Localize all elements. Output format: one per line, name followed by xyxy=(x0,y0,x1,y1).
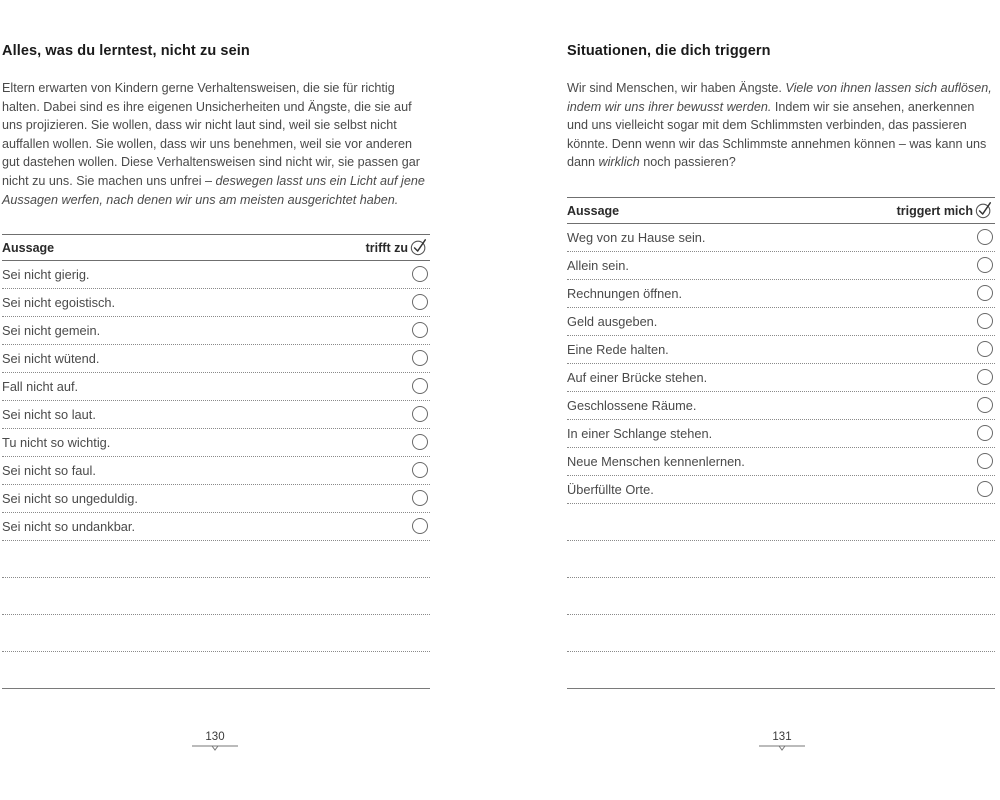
intro-italic: wirklich xyxy=(598,155,640,170)
table-row xyxy=(567,252,995,280)
table-row xyxy=(2,289,430,317)
checkbox-circle[interactable] xyxy=(412,462,428,478)
blank-line xyxy=(567,541,995,578)
table-row xyxy=(2,317,430,345)
statement-label: Fall nicht auf. xyxy=(2,379,79,394)
ornament-icon xyxy=(759,744,805,752)
checkbox-circle[interactable] xyxy=(412,518,428,534)
page-number xyxy=(192,731,238,752)
page-number-text: 131 xyxy=(772,731,792,743)
table-row xyxy=(2,373,430,401)
table-row xyxy=(2,429,430,457)
checkbox-circle[interactable] xyxy=(412,490,428,506)
checkbox-circle[interactable] xyxy=(412,266,428,282)
statement-label: Sei nicht gemein. xyxy=(2,323,101,338)
blank-line xyxy=(2,615,430,652)
statement-label: Sei nicht so faul. xyxy=(2,463,96,478)
checkbox-circle[interactable] xyxy=(977,229,993,245)
table-row xyxy=(2,401,430,429)
right-page xyxy=(567,0,995,800)
statement-label: Überfüllte Orte. xyxy=(567,482,654,497)
blank-line xyxy=(2,652,430,689)
checkbox-circle[interactable] xyxy=(977,341,993,357)
table-row xyxy=(2,485,430,513)
page-number xyxy=(759,731,805,752)
statement-label: In einer Schlange stehen. xyxy=(567,426,713,441)
header-statement: Aussage xyxy=(2,241,55,255)
checkbox-circle[interactable] xyxy=(977,481,993,497)
statement-label: Sei nicht so undankbar. xyxy=(2,519,136,534)
statement-label: Sei nicht so laut. xyxy=(2,407,96,422)
checkbox-circle[interactable] xyxy=(977,285,993,301)
statement-label: Sei nicht so ungeduldig. xyxy=(2,491,138,506)
intro-plain: Eltern erwarten von Kindern gerne Verhaltensweisen, die sie für richtig halten. Dabei sind es ihre eigenen Unsicherheiten und Ängste, die sie auf uns projizieren. Sie wollen, dass wir nicht laut sind, weil sie selbst nicht auffallen wollen. Sie wollen, dass wir uns benehmen, weil sie vor anderen gut dastehen wollen. Diese Verhaltensweisen sind nicht wir, sie passen gar nicht zu uns. Sie machen uns unfrei – xyxy=(2,81,420,188)
checkmark-circle-icon xyxy=(410,238,428,256)
header-statement: Aussage xyxy=(567,204,620,218)
intro-italic: Viele von ihnen lassen sich auflösen, indem wir uns ihrer bewusst werden. xyxy=(567,81,992,114)
table-header xyxy=(2,234,430,261)
ornament-icon xyxy=(192,744,238,752)
checkbox-circle[interactable] xyxy=(412,378,428,394)
header-check-label: triggert mich xyxy=(896,204,973,218)
page-number-text: 130 xyxy=(205,731,225,743)
page-title: Situationen, die dich triggern xyxy=(567,43,771,59)
checkbox-circle[interactable] xyxy=(412,434,428,450)
statement-label: Sei nicht egoistisch. xyxy=(2,295,116,310)
checkbox-circle[interactable] xyxy=(977,453,993,469)
table-row xyxy=(567,280,995,308)
checkbox-circle[interactable] xyxy=(977,313,993,329)
blank-line xyxy=(2,541,430,578)
table-row xyxy=(567,224,995,252)
statement-label: Neue Menschen kennenlernen. xyxy=(567,454,745,469)
statement-label: Rechnungen öffnen. xyxy=(567,286,683,301)
checkbox-circle[interactable] xyxy=(412,294,428,310)
table-header xyxy=(567,197,995,224)
trigger-table xyxy=(567,197,995,689)
statement-label: Tu nicht so wichtig. xyxy=(2,435,111,450)
blank-line xyxy=(567,652,995,689)
blank-line xyxy=(567,615,995,652)
table-row xyxy=(567,476,995,504)
statement-label: Auf einer Brücke stehen. xyxy=(567,370,708,385)
table-row xyxy=(567,420,995,448)
intro-plain: Wir sind Menschen, wir haben Ängste. xyxy=(567,81,786,95)
statement-label: Sei nicht wütend. xyxy=(2,351,100,366)
table-row xyxy=(567,448,995,476)
table-row xyxy=(567,392,995,420)
left-page xyxy=(2,0,430,800)
statement-label: Allein sein. xyxy=(567,258,629,273)
intro-text xyxy=(567,79,993,172)
statement-label: Geld ausgeben. xyxy=(567,314,658,329)
blank-line xyxy=(567,504,995,541)
table-row xyxy=(2,457,430,485)
table-row xyxy=(567,364,995,392)
statement-label: Eine Rede halten. xyxy=(567,342,669,357)
statement-label: Sei nicht gierig. xyxy=(2,267,90,282)
intro-plain: Indem wir sie ansehen, anerkennen und uns vielleicht sogar mit dem Schlimmsten verbinden, das passieren könnte. Denn wenn wir das Schlimmste annehmen können – was kann uns dann xyxy=(567,99,987,170)
checkbox-circle[interactable] xyxy=(977,257,993,273)
checkbox-circle[interactable] xyxy=(977,425,993,441)
intro-plain: noch passieren? xyxy=(639,155,736,170)
table-row xyxy=(2,345,430,373)
blank-line xyxy=(2,578,430,615)
table-row xyxy=(567,308,995,336)
checkbox-circle[interactable] xyxy=(412,322,428,338)
table-row xyxy=(2,261,430,289)
intro-text xyxy=(2,79,428,209)
statement-table xyxy=(2,234,430,689)
statement-label: Geschlossene Räume. xyxy=(567,398,697,413)
header-check-label: trifft zu xyxy=(365,241,408,255)
intro-italic: deswegen lasst uns ein Licht auf jene Aussagen werfen, nach denen wir uns am meisten ausgerichtet haben. xyxy=(2,173,425,207)
table-row xyxy=(567,336,995,364)
checkbox-circle[interactable] xyxy=(977,369,993,385)
table-row xyxy=(2,513,430,541)
checkbox-circle[interactable] xyxy=(412,406,428,422)
checkbox-circle[interactable] xyxy=(977,397,993,413)
page-title: Alles, was du lerntest, nicht zu sein xyxy=(2,43,250,59)
checkmark-circle-icon xyxy=(975,201,993,219)
blank-line xyxy=(567,578,995,615)
statement-label: Weg von zu Hause sein. xyxy=(567,230,706,245)
checkbox-circle[interactable] xyxy=(412,350,428,366)
